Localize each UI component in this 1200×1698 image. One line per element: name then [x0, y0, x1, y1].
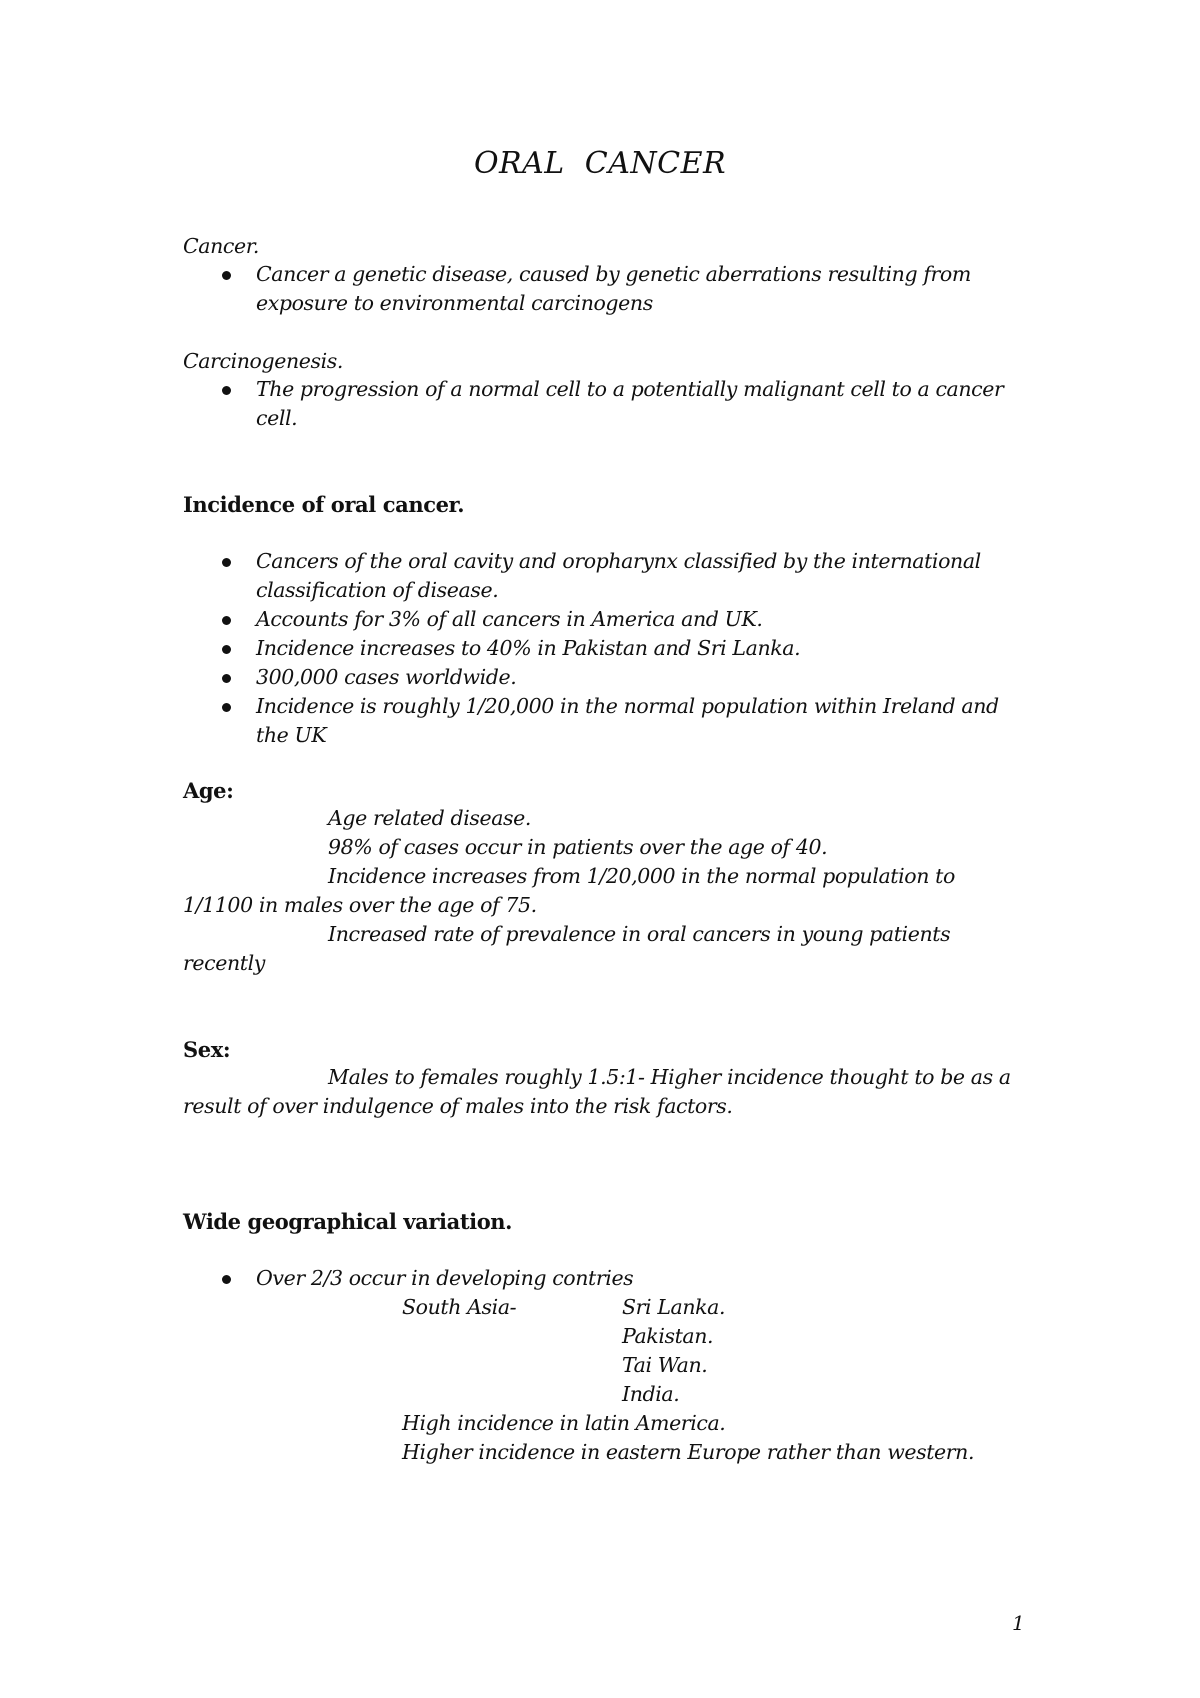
age-heading: Age:	[183, 778, 234, 803]
carcinogenesis-heading: Carcinogenesis.	[183, 349, 343, 373]
age-line: Increased rate of prevalence in oral cancers in young patients	[328, 922, 951, 946]
geo-country: Tai Wan.	[622, 1353, 708, 1377]
list-item: Incidence increases to 40% in Pakistan and Sri Lanka.	[0, 634, 1016, 663]
list-item: The progression of a normal cell to a potentially malignant cell to a cancer cell.	[0, 375, 1016, 433]
cancer-bullet-list	[0, 260, 1016, 318]
cancer-heading: Cancer.	[183, 234, 259, 258]
bullet-icon	[222, 616, 231, 625]
geo-note: High incidence in latin America.	[402, 1411, 726, 1435]
age-line: Age related disease.	[328, 806, 532, 830]
list-item: 300,000 cases worldwide.	[0, 663, 1016, 692]
list-item: Cancers of the oral cavity and oropharynx classified by the international classification of disease.	[0, 547, 1016, 605]
page-number: 1	[1012, 1611, 1025, 1635]
list-item: Incidence is roughly 1/20,000 in the normal population within Ireland and the UK	[0, 692, 1016, 750]
sex-line: result of over indulgence of males into the risk factors.	[183, 1094, 733, 1118]
geo-note: Higher incidence in eastern Europe rather than western.	[402, 1440, 975, 1464]
geo-heading: Wide geographical variation.	[183, 1209, 513, 1234]
list-item: Over 2/3 occur in developing contries	[0, 1264, 1016, 1293]
bullet-icon	[222, 674, 231, 683]
sex-line: Males to females roughly 1.5:1- Higher incidence thought to be as a	[328, 1065, 1011, 1089]
bullet-icon	[222, 271, 231, 280]
bullet-icon	[222, 386, 231, 395]
bullet-icon	[222, 703, 231, 712]
list-item: Cancer a genetic disease, caused by genetic aberrations resulting from exposure to environmental carcinogens	[0, 260, 1016, 318]
carcinogenesis-bullet-list	[0, 375, 1016, 433]
age-line: 1/1100 in males over the age of 75.	[183, 893, 537, 917]
age-line: recently	[183, 951, 265, 975]
incidence-heading: Incidence of oral cancer.	[183, 492, 465, 517]
geo-country: Sri Lanka.	[622, 1295, 726, 1319]
bullet-icon	[222, 1275, 231, 1284]
age-line: 98% of cases occur in patients over the age of 40.	[328, 835, 828, 859]
geo-bullet-list	[0, 1264, 1016, 1293]
geo-region: South Asia-	[402, 1295, 517, 1319]
bullet-icon	[222, 645, 231, 654]
age-line: Incidence increases from 1/20,000 in the normal population to	[328, 864, 955, 888]
geo-country: India.	[622, 1382, 680, 1406]
geo-country: Pakistan.	[622, 1324, 714, 1348]
bullet-icon	[222, 558, 231, 567]
incidence-bullet-list	[0, 547, 1016, 750]
page-title: ORAL CANCER	[473, 146, 727, 181]
sex-heading: Sex:	[183, 1037, 231, 1062]
list-item: Accounts for 3% of all cancers in America and UK.	[0, 605, 1016, 634]
